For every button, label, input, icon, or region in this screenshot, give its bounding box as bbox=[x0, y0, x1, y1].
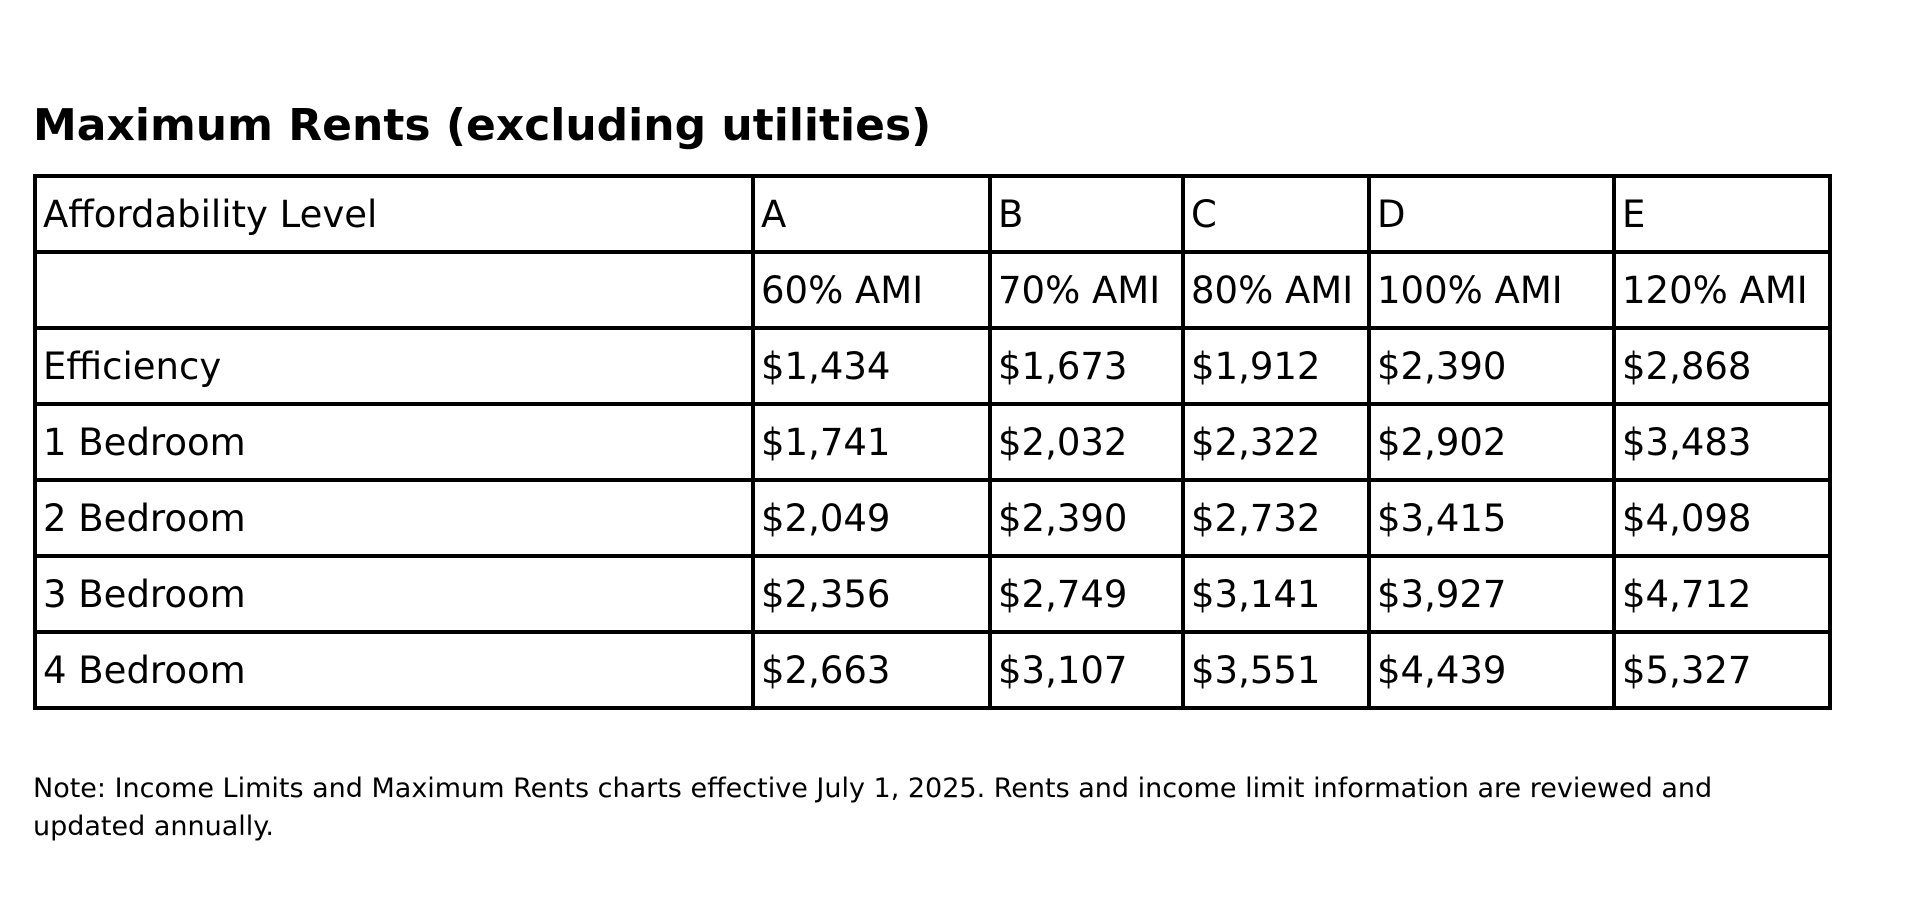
ami-cell-b: 70% AMI bbox=[990, 252, 1183, 328]
ami-cell-d: 100% AMI bbox=[1369, 252, 1614, 328]
rent-cell: $3,551 bbox=[1183, 632, 1369, 708]
ami-cell-a: 60% AMI bbox=[753, 252, 990, 328]
unit-type-cell: 1 Bedroom bbox=[35, 404, 753, 480]
rent-cell: $4,098 bbox=[1614, 480, 1830, 556]
ami-cell-empty bbox=[35, 252, 753, 328]
rent-cell: $2,356 bbox=[753, 556, 990, 632]
table-row-3-bedroom bbox=[35, 556, 1830, 632]
rent-cell: $2,390 bbox=[990, 480, 1183, 556]
unit-type-cell: 2 Bedroom bbox=[35, 480, 753, 556]
rent-cell: $1,741 bbox=[753, 404, 990, 480]
unit-type-cell: 3 Bedroom bbox=[35, 556, 753, 632]
rent-cell: $3,483 bbox=[1614, 404, 1830, 480]
rent-cell: $1,673 bbox=[990, 328, 1183, 404]
rent-cell: $2,032 bbox=[990, 404, 1183, 480]
ami-row bbox=[35, 252, 1830, 328]
header-cell-d: D bbox=[1369, 176, 1614, 252]
table-row-1-bedroom bbox=[35, 404, 1830, 480]
ami-cell-c: 80% AMI bbox=[1183, 252, 1369, 328]
maximum-rents-table bbox=[33, 174, 1832, 710]
rent-cell: $4,439 bbox=[1369, 632, 1614, 708]
table-row-efficiency bbox=[35, 328, 1830, 404]
footnote: Note: Income Limits and Maximum Rents charts effective July 1, 2025. Rents and income limit information are reviewed and updated annually. bbox=[33, 773, 1713, 842]
header-row bbox=[35, 176, 1830, 252]
table-row-4-bedroom bbox=[35, 632, 1830, 708]
rent-cell: $2,902 bbox=[1369, 404, 1614, 480]
header-cell-a: A bbox=[753, 176, 990, 252]
rent-cell: $3,415 bbox=[1369, 480, 1614, 556]
header-cell-affordability-level: Affordability Level bbox=[35, 176, 753, 252]
rent-cell: $1,912 bbox=[1183, 328, 1369, 404]
table-row-2-bedroom bbox=[35, 480, 1830, 556]
ami-cell-e: 120% AMI bbox=[1614, 252, 1830, 328]
rent-cell: $2,749 bbox=[990, 556, 1183, 632]
header-cell-c: C bbox=[1183, 176, 1369, 252]
rent-cell: $4,712 bbox=[1614, 556, 1830, 632]
rent-cell: $3,141 bbox=[1183, 556, 1369, 632]
rent-cell: $5,327 bbox=[1614, 632, 1830, 708]
rent-cell: $2,732 bbox=[1183, 480, 1369, 556]
rent-cell: $1,434 bbox=[753, 328, 990, 404]
rent-cell: $2,322 bbox=[1183, 404, 1369, 480]
rent-cell: $2,663 bbox=[753, 632, 990, 708]
header-cell-b: B bbox=[990, 176, 1183, 252]
unit-type-cell: 4 Bedroom bbox=[35, 632, 753, 708]
rent-cell: $2,868 bbox=[1614, 328, 1830, 404]
rent-cell: $3,927 bbox=[1369, 556, 1614, 632]
unit-type-cell: Efficiency bbox=[35, 328, 753, 404]
rent-cell: $2,390 bbox=[1369, 328, 1614, 404]
rent-cell: $2,049 bbox=[753, 480, 990, 556]
page-title: Maximum Rents (excluding utilities) bbox=[33, 100, 932, 151]
header-cell-e: E bbox=[1614, 176, 1830, 252]
rent-cell: $3,107 bbox=[990, 632, 1183, 708]
